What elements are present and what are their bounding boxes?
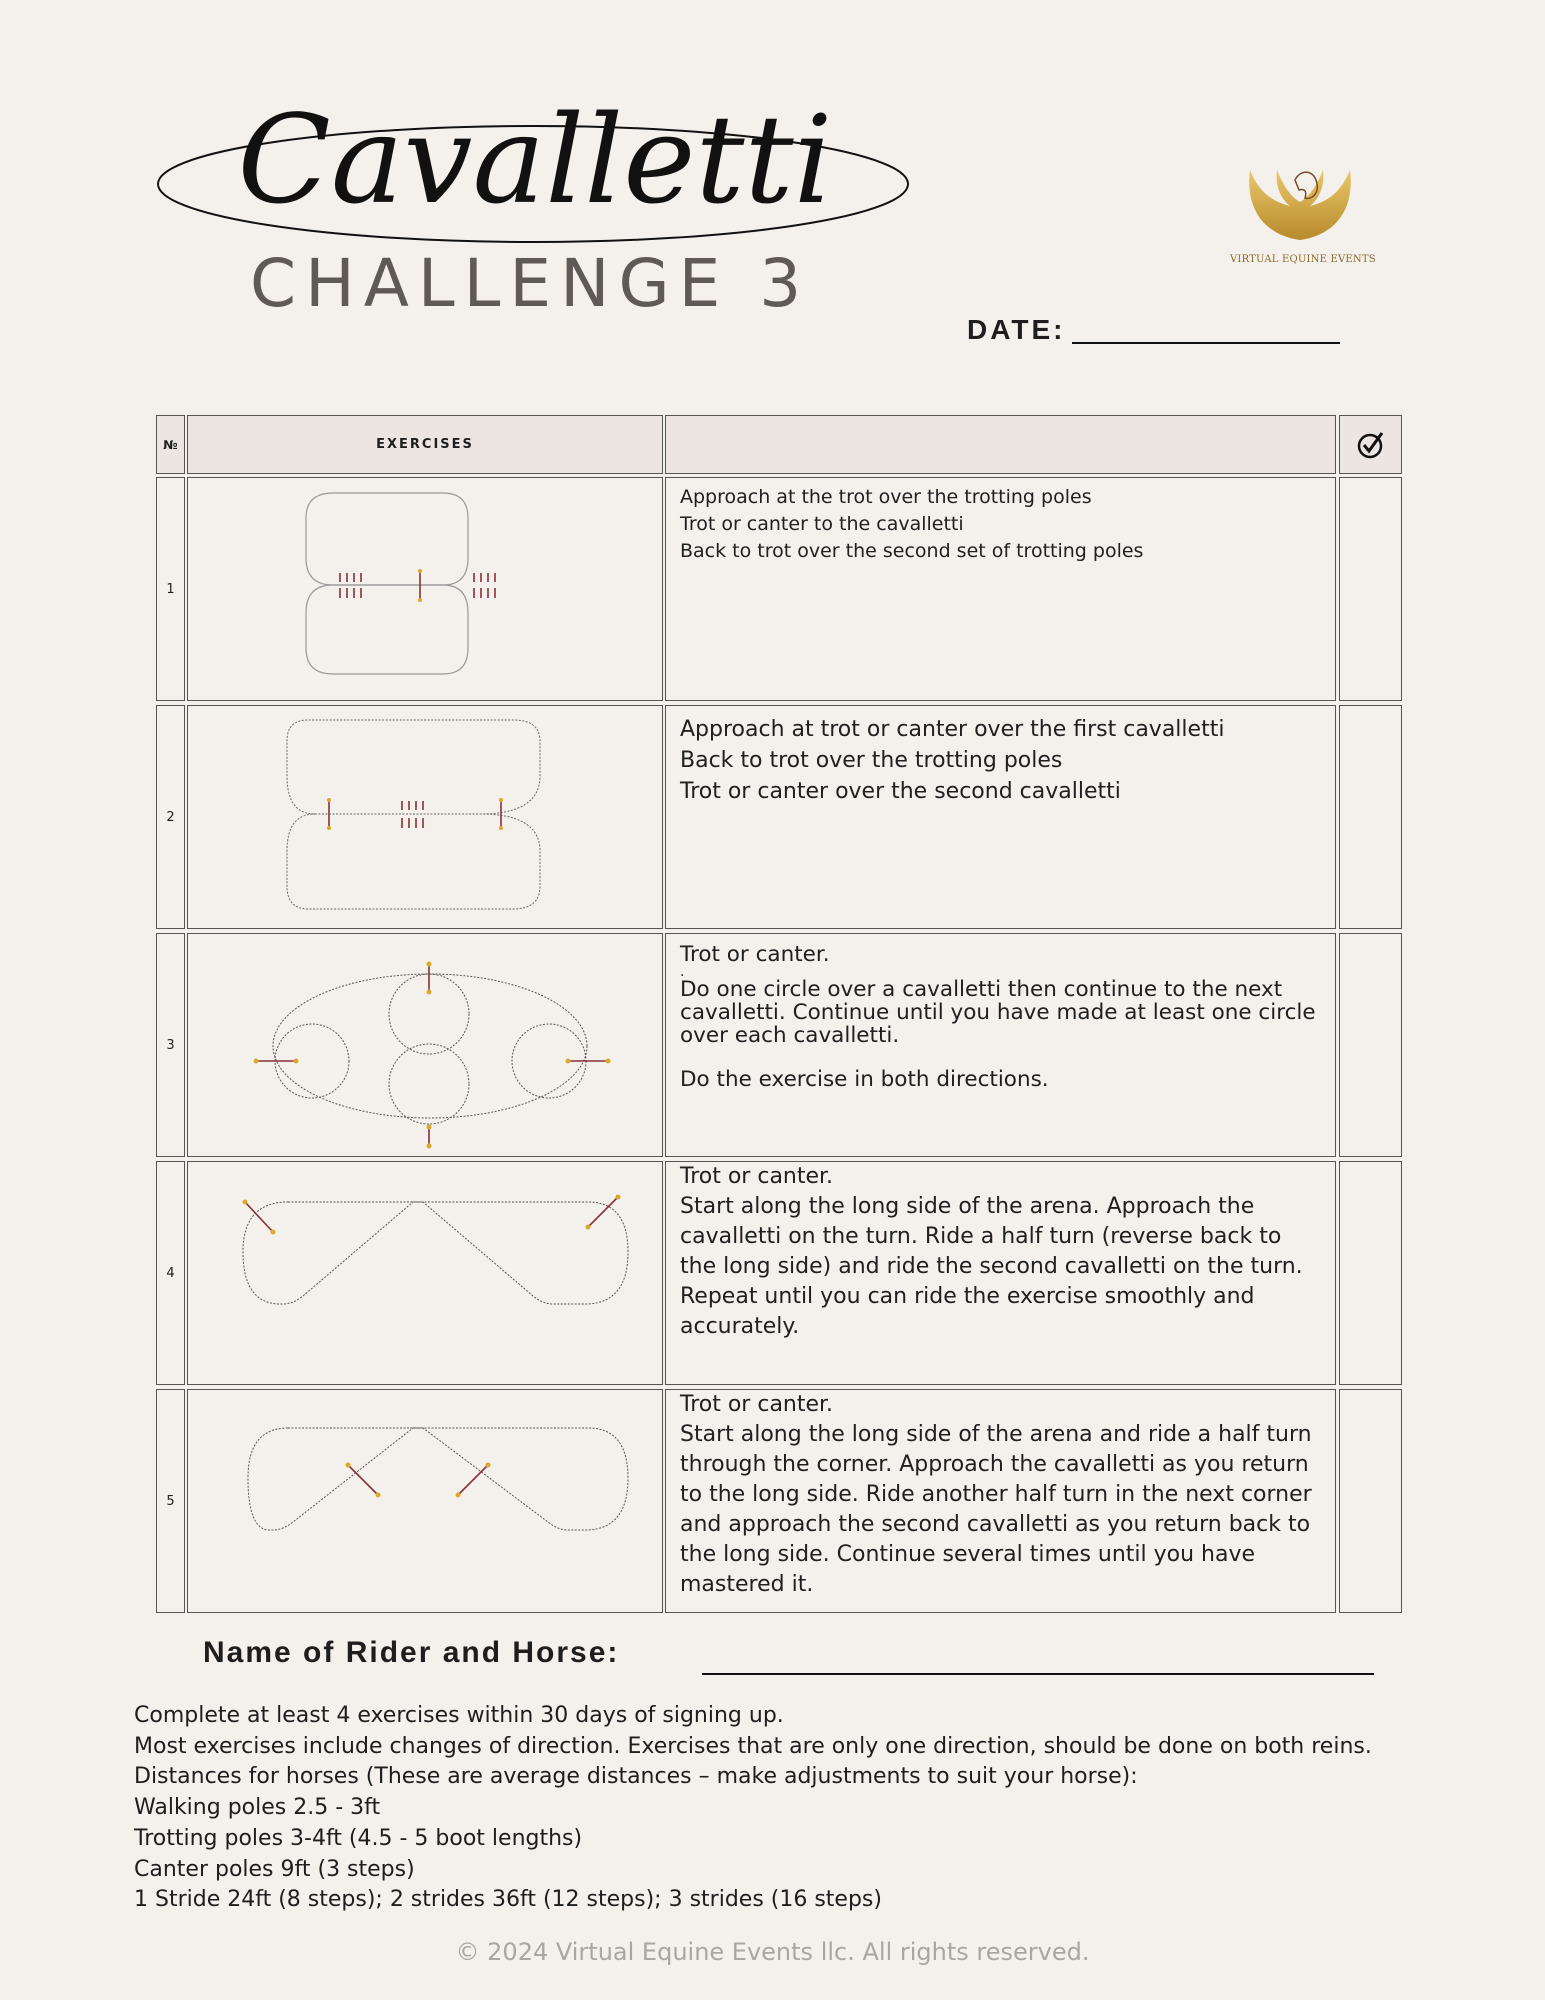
exercise-diagram-3: [187, 933, 663, 1157]
instruction-line: Trotting poles 3-4ft (4.5 - 5 boot lengths): [134, 1825, 583, 1851]
script-title: Cavalletti: [237, 89, 833, 231]
completion-checkbox-4[interactable]: [1339, 1161, 1402, 1385]
column-exercises-header: EXERCISES: [187, 415, 663, 474]
date-field[interactable]: [1072, 342, 1340, 344]
exercise-description-2: [665, 705, 1336, 929]
instruction-line: Canter poles 9ft (3 steps): [134, 1856, 415, 1882]
date-label: DATE:: [967, 314, 1066, 345]
description-line: Trot or canter.: [680, 1164, 834, 1189]
description-line: Do one circle over a cavalletti then continue to the next cavalletti. Continue until you have made at least one circle over each cavalletti.: [680, 977, 1316, 1048]
exercise-diagram-2: [187, 705, 663, 929]
row-number: 4: [156, 1161, 185, 1385]
logo-wings-icon: [1235, 140, 1365, 250]
exercise-description-3: [665, 933, 1336, 1157]
arena-diagram: [188, 1162, 661, 1383]
completion-checkbox-1[interactable]: [1339, 477, 1402, 701]
description-line: Do the exercise in both directions.: [680, 1067, 1049, 1092]
instructions: [134, 1701, 1372, 1916]
arena-diagram: [188, 706, 661, 927]
instruction-line: 1 Stride 24ft (8 steps); 2 strides 36ft (12 steps); 3 strides (16 steps): [134, 1887, 882, 1913]
arena-diagram: [188, 1390, 661, 1611]
copyright-footer: © 2024 Virtual Equine Events llc. All rights reserved.: [455, 1938, 1090, 1966]
exercise-description-5: [665, 1389, 1336, 1613]
description-line: Trot or canter to the cavalletti: [680, 513, 964, 535]
instruction-line: Complete at least 4 exercises within 30 days of signing up.: [134, 1703, 784, 1728]
column-description-header: [665, 415, 1336, 474]
arena-diagram: [188, 478, 661, 699]
logo-text: VIRTUAL EQUINE EVENTS: [1230, 254, 1376, 265]
row-number: 1: [156, 477, 185, 701]
check-circle-icon: [1356, 430, 1386, 460]
exercise-description-1: [665, 477, 1336, 701]
description-line: Approach at the trot over the trotting poles: [680, 486, 1092, 508]
description-line: Trot or canter.: [680, 942, 830, 967]
logo: [1230, 140, 1376, 265]
page-subtitle: CHALLENGE 3: [250, 245, 811, 322]
row-number: 3: [156, 933, 185, 1157]
description-line: Back to trot over the second set of trotting poles: [680, 540, 1144, 562]
exercise-diagram-1: [187, 477, 663, 701]
completion-checkbox-2[interactable]: [1339, 705, 1402, 929]
instruction-line: Distances for horses (These are average distances – make adjustments to suit your horse):: [134, 1764, 1138, 1790]
instruction-line: Walking poles 2.5 - 3ft: [134, 1795, 381, 1821]
arena-diagram: [188, 934, 661, 1155]
row-number: 2: [156, 705, 185, 929]
instruction-line: Most exercises include changes of direction. Exercises that are only one direction, should be done on both reins.: [134, 1733, 1372, 1759]
exercise-description-4: [665, 1161, 1336, 1385]
completion-checkbox-3[interactable]: [1339, 933, 1402, 1157]
description-line: Trot or canter.: [680, 1392, 834, 1417]
description-line: Start along the long side of the arena and ride a half turn through the corner. Approach the cavalletti as you return to the long side. Ride another half turn in the next corner and approach the second cavalletti as you return back to the long side. Continue several times until you have mastered it.: [680, 1422, 1312, 1597]
rider-horse-field[interactable]: [702, 1673, 1374, 1675]
exercise-diagram-4: [187, 1161, 663, 1385]
exercise-diagram-5: [187, 1389, 663, 1613]
description-line: Trot or canter over the second cavalletti: [680, 779, 1121, 804]
description-line: .: [680, 964, 685, 980]
description-line: Approach at trot or canter over the first cavalletti: [680, 717, 1225, 742]
row-number: 5: [156, 1389, 185, 1613]
description-line: Start along the long side of the arena. Approach the cavalletti on the turn. Ride a half turn (reverse back to the long side) and ride the second cavalletti on the turn. Repeat until you can ride the exercise smoothly and accurately.: [680, 1194, 1303, 1339]
completion-checkbox-5[interactable]: [1339, 1389, 1402, 1613]
title-emblem: [150, 80, 920, 270]
column-number-header: №: [156, 415, 185, 474]
description-line: Back to trot over the trotting poles: [680, 748, 1063, 773]
rider-horse-label: Name of Rider and Horse:: [203, 1636, 620, 1669]
column-check-header: [1339, 415, 1402, 474]
